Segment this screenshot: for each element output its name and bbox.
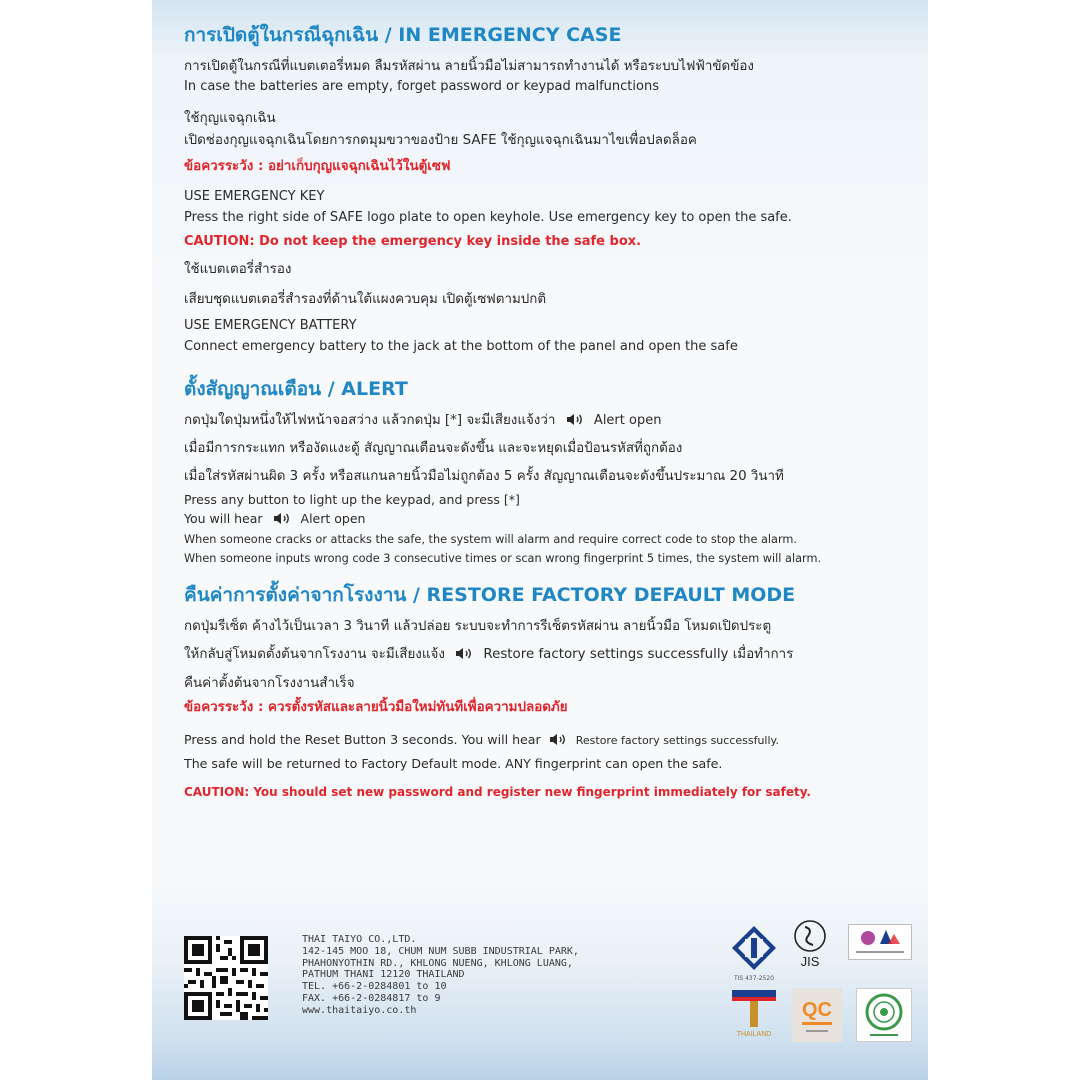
alert-line2-en	[184, 511, 914, 528]
restore-line1-en-text-a: Press and hold the Reset Button 3 seconds. You will hear	[184, 731, 541, 747]
section-heading-restore: คืนค่าการตั้งค่าจากโรงงาน / RESTORE FACTORY DEFAULT MODE	[184, 584, 796, 607]
restore-line1-en	[184, 731, 914, 749]
document-page	[152, 0, 928, 1080]
speaker-icon	[455, 647, 475, 660]
telephone: TEL. +66-2-0284801 to 10	[302, 981, 447, 993]
website-link[interactable]: www.thaitaiyo.co.th	[302, 1004, 417, 1016]
alert-open-text: Alert open	[593, 412, 662, 428]
section-heading-alert: ตั้งสัญญาณเตือน / ALERT	[184, 377, 408, 400]
company-name: THAI TAIYO CO.,LTD.	[302, 934, 417, 945]
emergency-key-caution-en: CAUTION: Do not keep the emergency key inside the safe box.	[184, 234, 642, 250]
fax: FAX. +66-2-0284817 to 9	[302, 992, 441, 1004]
emergency-key-desc-en: Press the right side of SAFE logo plate to open keyhole. Use emergency key to open the safe.	[184, 210, 792, 226]
restore-line3-th: คืนค่าตั้งต้นจากโรงงานสำเร็จ	[184, 675, 355, 691]
certificate-logo	[848, 924, 912, 960]
address-line-3: PATHUM THANI 12120 THAILAND	[302, 969, 465, 981]
restore-line2-th-text-b: Restore factory settings successfully เมื่อทำการ	[483, 647, 794, 663]
footer	[184, 932, 914, 1042]
restore-caution-th: ข้อควรระวัง : ควรตั้งรหัสและลายนิ้วมือใหม่ทันทีเพื่อความปลอดภัย	[184, 699, 568, 715]
qc-logo	[792, 988, 842, 1042]
thailand-label: THAILAND	[736, 1031, 772, 1038]
alert-line3-th: เมื่อใส่รหัสผ่านผิด 3 ครั้ง หรือสแกนลายนิ้วมือไม่ถูกต้อง 5 ครั้ง สัญญาณเตือนจะดังขึ้นประมาณ 20 วินาที	[184, 469, 784, 485]
alert-line1-th-text: กดปุ่มใดปุ่มหนึ่งให้ไฟหน้าจอสว่าง แล้วกดปุ่ม [*] จะมีเสียงแจ้งว่า	[184, 412, 556, 428]
address-line-1: 142-145 MOO 18, CHUM NUM SUBB INDUSTRIAL PARK,	[302, 945, 579, 957]
alert-line3-en: When someone cracks or attacks the safe, the system will alarm and require correct code to stop the alarm.	[184, 532, 798, 546]
tis-logo	[724, 922, 784, 982]
qc-label: QC	[802, 999, 832, 1021]
speaker-icon	[549, 733, 569, 746]
emergency-key-caution-th: ข้อควรระวัง : อย่าเก็บกุญแจฉุกเฉินไว้ในตู้เซฟ	[184, 158, 451, 174]
restore-line2-en: The safe will be returned to Factory Default mode. ANY fingerprint can open the safe.	[184, 755, 723, 771]
restore-line1-th: กดปุ่มรีเซ็ต ค้างไว้เป็นเวลา 3 วินาที แล้วปล่อย ระบบจะทำการรีเซ็ตรหัสผ่าน ลายนิ้วมือ โหมดเปิดประตู	[184, 619, 772, 635]
restore-line1-en-text-b: Restore factory settings successfully.	[575, 733, 779, 747]
emergency-key-title-en: USE EMERGENCY KEY	[184, 188, 325, 204]
speaker-icon	[273, 512, 293, 525]
alert-line2-en-text: You will hear	[184, 511, 263, 526]
alert-line2-th: เมื่อมีการกระแทก หรืองัดแงะตู้ สัญญาณเตือนจะดังขึ้น และจะหยุดเมื่อป้อนรหัสที่ถูกต้อง	[184, 440, 683, 456]
tis-caption: TIS 437-2520	[733, 975, 775, 982]
emergency-key-desc-th: เปิดช่องกุญแจฉุกเฉินโดยการกดมุมขวาของป้าย SAFE ใช้กุญแจฉุกเฉินมาไขเพื่อปลดล็อค	[184, 132, 697, 148]
restore-caution-en: CAUTION: You should set new password and register new fingerprint immediately for safety.	[184, 784, 811, 799]
qr-code[interactable]	[184, 936, 268, 1020]
alert-line1-th	[184, 412, 914, 430]
emergency-battery-desc-th: เสียบชุดแบตเตอรี่สำรองที่ด้านใต้แผงควบคุม เปิดตู้เซฟตามปกติ	[184, 291, 547, 307]
address-line-2: PHAHONYOTHIN RD., KHLONG NUENG, KHLONG LUANG,	[302, 957, 573, 969]
document-content	[184, 18, 914, 800]
jis-logo	[788, 918, 832, 976]
emergency-key-title-th: ใช้กุญแจฉุกเฉิน	[184, 110, 276, 126]
green-seal-logo	[856, 988, 912, 1042]
emergency-battery-title-th: ใช้แบตเตอรี่สำรอง	[184, 261, 292, 277]
alert-line4-en: When someone inputs wrong code 3 consecutive times or scan wrong fingerprint 5 times, the system will alarm.	[184, 552, 822, 566]
restore-line2-th	[184, 646, 914, 664]
emergency-intro-th: การเปิดตู้ในกรณีที่แบตเตอรี่หมด ลืมรหัสผ่าน ลายนิ้วมือไม่สามารถทำงานได้ หรือระบบไฟฟ้าขัดข้อง	[184, 59, 754, 74]
speaker-icon	[566, 413, 586, 426]
alert-line1-en: Press any button to light up the keypad, and press [*]	[184, 492, 520, 508]
restore-line2-th-text-a: ให้กลับสู่โหมดตั้งต้นจากโรงงาน จะมีเสียงแจ้ง	[184, 647, 445, 663]
emergency-intro-en: In case the batteries are empty, forget password or keypad malfunctions	[184, 79, 659, 95]
alert-open-text-en: Alert open	[300, 511, 366, 526]
company-address-block	[302, 934, 579, 1017]
emergency-battery-title-en: USE EMERGENCY BATTERY	[184, 317, 357, 333]
emergency-battery-desc-en: Connect emergency battery to the jack at the bottom of the panel and open the safe	[184, 339, 738, 355]
thailand-trust-logo	[728, 986, 780, 1040]
jis-label: JIS	[800, 954, 820, 969]
section-heading-emergency: การเปิดตู้ในกรณีฉุกเฉิน / IN EMERGENCY CASE	[184, 24, 622, 46]
